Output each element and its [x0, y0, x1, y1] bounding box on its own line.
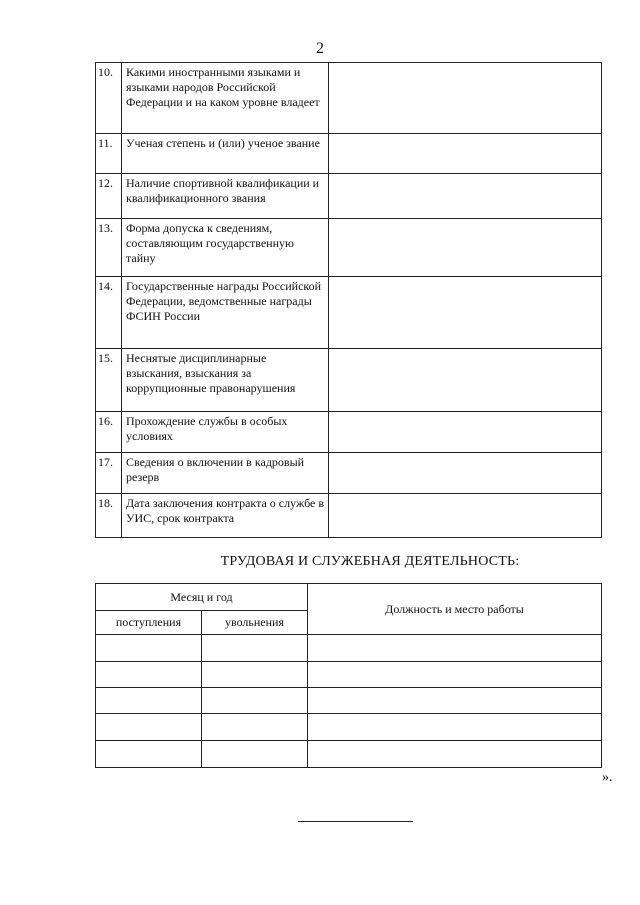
entry-cell[interactable]: [96, 662, 202, 688]
header-entry: поступления: [96, 611, 202, 635]
row-label: Какими иностранными языками и языками народов Российской Федерации и на каком уровне владеет: [122, 63, 329, 134]
page-number: 2: [316, 40, 324, 57]
header-month-year: Месяц и год: [96, 584, 308, 611]
table-row: [96, 662, 602, 688]
row-number: 11.: [96, 134, 122, 174]
row-number: 13.: [96, 219, 122, 277]
row-value-field[interactable]: [329, 349, 602, 412]
row-number: 15.: [96, 349, 122, 412]
entry-cell[interactable]: [96, 741, 202, 768]
table-row: [96, 63, 602, 134]
table-header-row: [96, 584, 602, 611]
position-cell[interactable]: [308, 635, 602, 662]
table-row: [96, 349, 602, 412]
row-number: 12.: [96, 174, 122, 219]
table-row: [96, 412, 602, 453]
position-cell[interactable]: [308, 714, 602, 741]
closing-quote-mark: ».: [602, 770, 613, 785]
row-label: Дата заключения контракта о службе в УИС, срок контракта: [122, 494, 329, 538]
row-number: 10.: [96, 63, 122, 134]
table-row: [96, 741, 602, 768]
signature-line: [298, 821, 413, 822]
row-label: Наличие спортивной квалификации и квалификационного звания: [122, 174, 329, 219]
header-dismissal: увольнения: [202, 611, 308, 635]
table-row: [96, 688, 602, 714]
table-row: [96, 494, 602, 538]
table-row: [96, 277, 602, 349]
row-label: Форма допуска к сведениям, составляющим государственную тайну: [122, 219, 329, 277]
position-cell[interactable]: [308, 662, 602, 688]
row-value-field[interactable]: [329, 277, 602, 349]
table-row: [96, 219, 602, 277]
row-label: Сведения о включении в кадровый резерв: [122, 453, 329, 494]
row-value-field[interactable]: [329, 494, 602, 538]
table-row: [96, 174, 602, 219]
dismissal-cell[interactable]: [202, 662, 308, 688]
row-value-field[interactable]: [329, 174, 602, 219]
row-label: Прохождение службы в особых условиях: [122, 412, 329, 453]
row-label: Государственные награды Российской Федерации, ведомственные награды ФСИН России: [122, 277, 329, 349]
row-number: 14.: [96, 277, 122, 349]
row-number: 17.: [96, 453, 122, 494]
row-value-field[interactable]: [329, 219, 602, 277]
table-row: [96, 714, 602, 741]
position-cell[interactable]: [308, 741, 602, 768]
row-number: 16.: [96, 412, 122, 453]
table-row: [96, 453, 602, 494]
header-position: Должность и место работы: [308, 584, 602, 635]
questionnaire-table: [95, 62, 602, 538]
row-label: Ученая степень и (или) ученое звание: [122, 134, 329, 174]
entry-cell[interactable]: [96, 688, 202, 714]
row-value-field[interactable]: [329, 412, 602, 453]
dismissal-cell[interactable]: [202, 635, 308, 662]
row-value-field[interactable]: [329, 453, 602, 494]
dismissal-cell[interactable]: [202, 741, 308, 768]
row-label: Неснятые дисциплинарные взыскания, взыскания за коррупционные правонарушения: [122, 349, 329, 412]
row-value-field[interactable]: [329, 134, 602, 174]
entry-cell[interactable]: [96, 714, 202, 741]
row-value-field[interactable]: [329, 63, 602, 134]
table-row: [96, 635, 602, 662]
dismissal-cell[interactable]: [202, 688, 308, 714]
entry-cell[interactable]: [96, 635, 202, 662]
section-title: ТРУДОВАЯ И СЛУЖЕБНАЯ ДЕЯТЕЛЬНОСТЬ:: [220, 554, 520, 569]
row-number: 18.: [96, 494, 122, 538]
work-history-table: [95, 583, 602, 768]
position-cell[interactable]: [308, 688, 602, 714]
dismissal-cell[interactable]: [202, 714, 308, 741]
table-row: [96, 134, 602, 174]
